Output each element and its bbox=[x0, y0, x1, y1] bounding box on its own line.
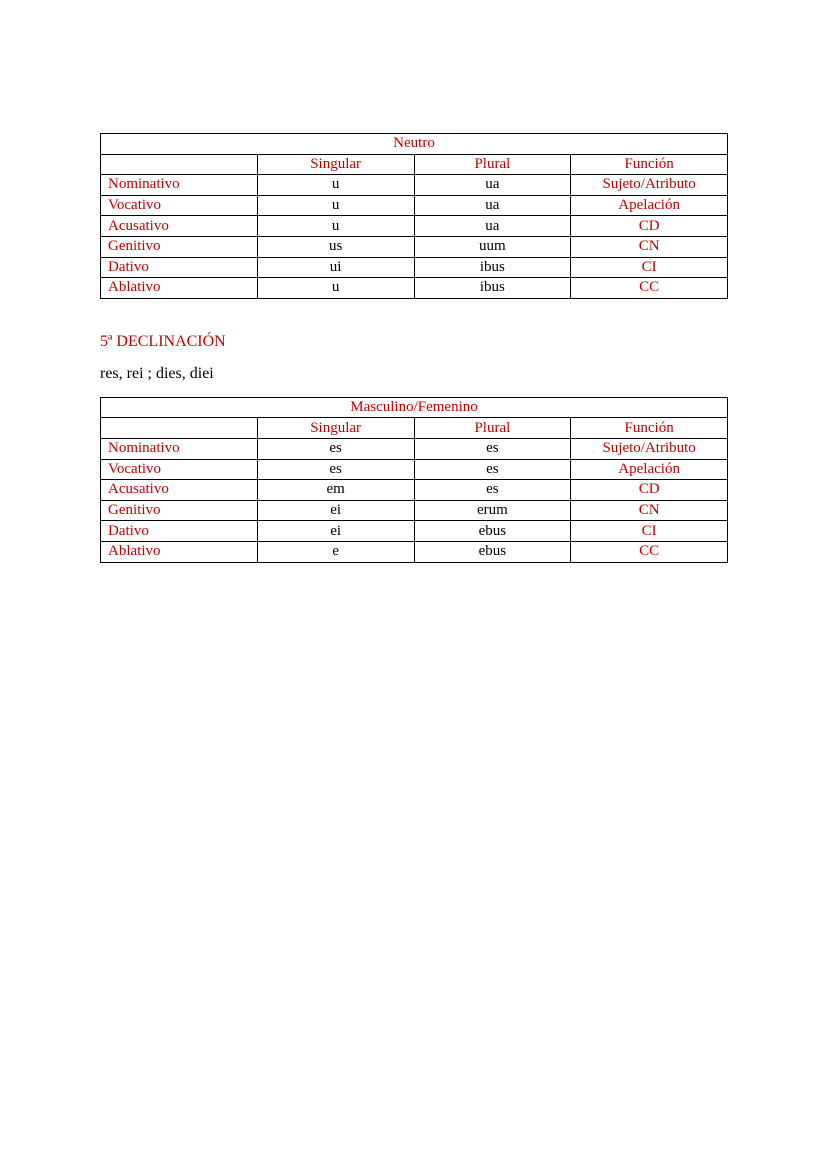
case-name: Vocativo bbox=[101, 459, 258, 480]
table-row bbox=[101, 195, 728, 216]
case-name: Vocativo bbox=[101, 195, 258, 216]
singular-ending: em bbox=[257, 480, 414, 501]
column-header-case bbox=[101, 154, 258, 175]
singular-ending: ei bbox=[257, 521, 414, 542]
function-label: CI bbox=[571, 521, 728, 542]
function-label: CC bbox=[571, 278, 728, 299]
function-label: Sujeto/Atributo bbox=[571, 175, 728, 196]
case-name: Dativo bbox=[101, 257, 258, 278]
plural-ending: ua bbox=[414, 195, 571, 216]
function-label: CD bbox=[571, 216, 728, 237]
table-row bbox=[101, 278, 728, 299]
table-row bbox=[101, 175, 728, 196]
singular-ending: u bbox=[257, 195, 414, 216]
plural-ending: ibus bbox=[414, 257, 571, 278]
case-name: Dativo bbox=[101, 521, 258, 542]
case-name: Acusativo bbox=[101, 480, 258, 501]
case-name: Nominativo bbox=[101, 175, 258, 196]
case-name: Nominativo bbox=[101, 438, 258, 459]
section-heading: 5ª DECLINACIÓN bbox=[100, 332, 226, 350]
function-label: CC bbox=[571, 541, 728, 562]
function-label: CI bbox=[571, 257, 728, 278]
masculino-femenino-declension-table bbox=[100, 397, 728, 563]
table-row bbox=[101, 521, 728, 542]
singular-ending: e bbox=[257, 541, 414, 562]
plural-ending: ua bbox=[414, 175, 571, 196]
table-row bbox=[101, 459, 728, 480]
function-label: CD bbox=[571, 480, 728, 501]
singular-ending: es bbox=[257, 459, 414, 480]
column-header-plural: Plural bbox=[414, 418, 571, 439]
column-header-plural: Plural bbox=[414, 154, 571, 175]
case-name: Acusativo bbox=[101, 216, 258, 237]
column-header-funcion: Función bbox=[571, 418, 728, 439]
table-row bbox=[101, 236, 728, 257]
plural-ending: ebus bbox=[414, 521, 571, 542]
function-label: CN bbox=[571, 236, 728, 257]
column-header-singular: Singular bbox=[257, 154, 414, 175]
plural-ending: ebus bbox=[414, 541, 571, 562]
plural-ending: ua bbox=[414, 216, 571, 237]
case-name: Ablativo bbox=[101, 278, 258, 299]
column-header-singular: Singular bbox=[257, 418, 414, 439]
table-title-row bbox=[101, 397, 728, 418]
column-header-row bbox=[101, 418, 728, 439]
function-label: Apelación bbox=[571, 195, 728, 216]
table-title: Masculino/Femenino bbox=[101, 397, 728, 418]
case-name: Genitivo bbox=[101, 236, 258, 257]
singular-ending: ei bbox=[257, 500, 414, 521]
table-row bbox=[101, 438, 728, 459]
table-title-row bbox=[101, 134, 728, 155]
case-name: Ablativo bbox=[101, 541, 258, 562]
singular-ending: u bbox=[257, 175, 414, 196]
plural-ending: es bbox=[414, 438, 571, 459]
singular-ending: u bbox=[257, 278, 414, 299]
function-label: Apelación bbox=[571, 459, 728, 480]
table-row bbox=[101, 216, 728, 237]
plural-ending: uum bbox=[414, 236, 571, 257]
table-row bbox=[101, 500, 728, 521]
table-row bbox=[101, 480, 728, 501]
table-row bbox=[101, 541, 728, 562]
column-header-case bbox=[101, 418, 258, 439]
plural-ending: ibus bbox=[414, 278, 571, 299]
neutro-declension-table bbox=[100, 133, 728, 299]
table-title: Neutro bbox=[101, 134, 728, 155]
plural-ending: es bbox=[414, 480, 571, 501]
function-label: Sujeto/Atributo bbox=[571, 438, 728, 459]
plural-ending: es bbox=[414, 459, 571, 480]
function-label: CN bbox=[571, 500, 728, 521]
singular-ending: u bbox=[257, 216, 414, 237]
column-header-row bbox=[101, 154, 728, 175]
table-row bbox=[101, 257, 728, 278]
case-name: Genitivo bbox=[101, 500, 258, 521]
plural-ending: erum bbox=[414, 500, 571, 521]
singular-ending: us bbox=[257, 236, 414, 257]
singular-ending: ui bbox=[257, 257, 414, 278]
document-page bbox=[100, 133, 728, 563]
example-nouns: res, rei ; dies, diei bbox=[100, 364, 214, 382]
singular-ending: es bbox=[257, 438, 414, 459]
column-header-funcion: Función bbox=[571, 154, 728, 175]
